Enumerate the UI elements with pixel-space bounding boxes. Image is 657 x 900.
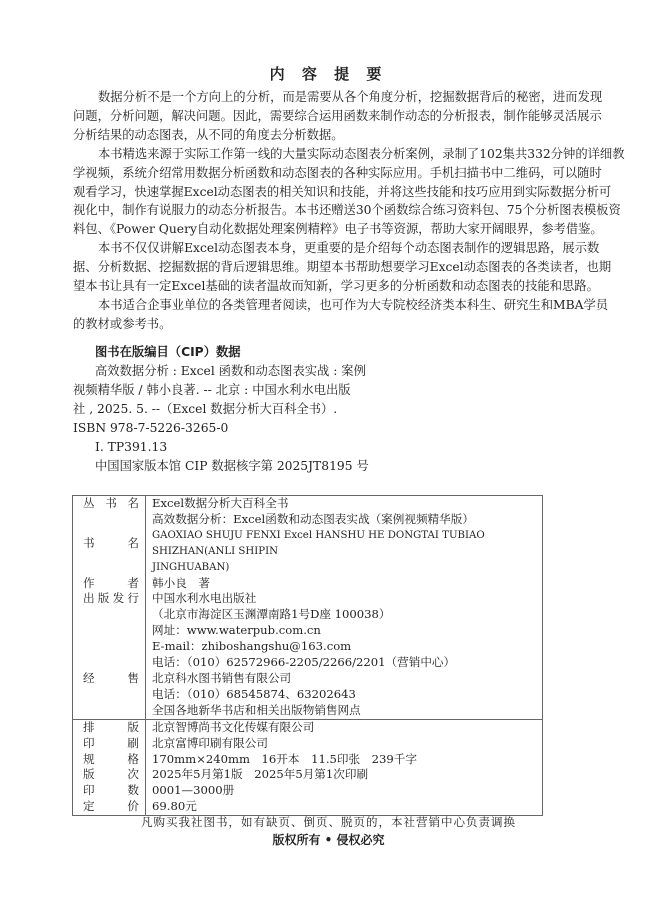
label-author: 作者 — [73, 576, 146, 592]
value-price: 69.80元 — [152, 799, 197, 814]
text-line: 分析结果的动态图表，从不同的角度去分析数据。 — [73, 127, 344, 142]
label-edition: 版次 — [73, 767, 146, 783]
return-notice: 凡购买我社图书，如有缺页、倒页、脱页的，本社营销中心负责调换 — [141, 815, 516, 829]
text-line: 视化中，制作有说服力的动态分析报告。本书还赠送30个函数综合练习资料包、75个分析图表模板资 — [73, 203, 621, 218]
text-line: 观看学习，快速掌握Excel动态图表的相关知识和技能，并将这些技能和技巧应用到实际数据分析可 — [73, 184, 612, 199]
value-outlets: 全国各地新华书店和相关出版物销售网点 — [152, 702, 361, 717]
label-series: 丛书名 — [73, 496, 146, 512]
value-address: （北京市海淀区玉渊潭南路1号D座 100038） — [152, 607, 391, 622]
value-phone: 电话：（010）62572966-2205/2266/2201（营销中心） — [152, 655, 456, 670]
value-series: Excel数据分析大百科全书 — [152, 496, 289, 510]
value-title-pinyin: GAOXIAO SHUJU FENXI Excel HANSHU HE DONGTAI TUBIAO SHIZHAN(ANLI SHIPIN — [152, 529, 485, 557]
table-row — [73, 496, 543, 512]
label-print: 印刷 — [73, 736, 146, 752]
table-row — [73, 607, 543, 623]
text-line: 据、分析数据、挖掘数据的背后逻辑思维。期望本书帮助想要学习Excel动态图表的各类读者，也期 — [73, 259, 612, 274]
table-row — [73, 639, 543, 655]
value-copies: 0001—3000册 — [152, 783, 235, 798]
copyright-notice: 版权所有 • 侵权必究 — [272, 833, 385, 847]
table-row — [73, 576, 543, 592]
table-row — [73, 687, 543, 703]
table-row — [73, 623, 543, 639]
label-title: 书名 — [73, 512, 146, 576]
table-row — [73, 736, 543, 752]
intro-paragraph-1 — [73, 88, 603, 144]
publication-info-table — [72, 495, 543, 816]
table-row — [73, 703, 543, 719]
table-row — [73, 767, 543, 783]
cip-data — [73, 343, 369, 476]
value-author: 韩小良 著 — [152, 575, 210, 590]
cip-line: Ⅰ. TP391.13 — [95, 440, 168, 454]
table-row — [73, 752, 543, 768]
text-line: 料包、《Power Query自动化数据处理案例精粹》电子书等资源，帮助大家开阔眼界，参考借鉴。 — [73, 222, 603, 237]
table-row — [73, 719, 543, 735]
value-title-cn: 高效数据分析：Excel函数和动态图表实战（案例视频精华版） — [152, 511, 474, 526]
cip-line: 视频精华版 / 韩小良著. -- 北京 : 中国水利水电出版 — [73, 383, 351, 397]
label-copies: 印数 — [73, 783, 146, 799]
label-typeset: 排版 — [73, 719, 146, 735]
cip-line: 高效数据分析 : Excel 函数和动态图表实战 : 案例 — [95, 364, 366, 378]
value-publisher: 中国水利水电出版社 — [152, 591, 257, 606]
value-print: 北京富博印刷有限公司 — [152, 735, 268, 750]
text-line: 的教材或参考书。 — [73, 316, 172, 331]
label-price: 定价 — [73, 799, 146, 815]
value-typeset: 北京智博尚书文化传媒有限公司 — [146, 719, 543, 735]
value-edition: 2025年5月第1版 2025年5月第1次印刷 — [152, 767, 369, 782]
cip-heading: 图书在版编目（CIP）数据 — [95, 345, 241, 359]
label-distributor: 经售 — [73, 671, 146, 687]
table-row — [73, 783, 543, 799]
table-row — [73, 655, 543, 671]
text-line: 问题，分析问题，解决问题。因此，需要综合运用函数来制作动态的分析报表，制作能够灵活展示 — [73, 108, 602, 123]
intro-paragraph-3 — [73, 239, 612, 295]
table-row — [73, 512, 543, 528]
intro-paragraph-2 — [73, 145, 625, 239]
value-distributor: 北京科水图书销售有限公司 — [152, 670, 292, 685]
table-row — [73, 671, 543, 687]
text-line: 望本书让具有一定Excel基础的读者温故而知新，学习更多的分析函数和动态图表的技能和思路。 — [73, 278, 599, 293]
value-website: 网址：www.waterpub.com.cn — [152, 623, 321, 638]
value-email: E-mail：zhiboshangshu@163.com — [152, 639, 352, 654]
text-line: 学视频，系统介绍常用数据分析函数和动态图表的各种实际应用。手机扫描书中二维码，可以随时 — [73, 165, 602, 180]
text-line: 本书精选来源于实际工作第一线的大量实际动态图表分析案例，录制了102集共332分钟的详细教 — [98, 147, 625, 161]
label-spec: 规格 — [73, 752, 146, 768]
table-row — [73, 591, 543, 607]
value-phone: 电话：（010）68545874、63202643 — [152, 686, 356, 701]
label-publisher: 出版发行 — [73, 591, 146, 607]
value-title-pinyin: JINGHUABAN) — [152, 561, 230, 573]
cip-line: ISBN 978-7-5226-3265-0 — [73, 421, 229, 435]
text-line: 本书不仅仅讲解Excel动态图表本身，更重要的是介绍每个动态图表制作的逻辑思路，展示数 — [98, 241, 600, 255]
text-line: 本书适合企事业单位的各类管理者阅读，也可作为大专院校经济类本科生、研究生和MBA学员 — [98, 298, 609, 312]
page-title: 内 容 提 要 — [269, 65, 388, 83]
cip-line: 中国国家版本馆 CIP 数据核字第 2025JT8195 号 — [95, 459, 369, 473]
cip-line: 社 , 2025. 5. --（Excel 数据分析大百科全书）. — [73, 402, 338, 416]
intro-paragraph-4 — [73, 296, 609, 334]
value-spec: 170mm×240mm 16开本 11.5印张 239千字 — [152, 751, 417, 766]
text-line: 数据分析不是一个方向上的分析，而是需要从各个角度分析，挖掘数据背后的秘密，进而发现 — [98, 90, 603, 104]
